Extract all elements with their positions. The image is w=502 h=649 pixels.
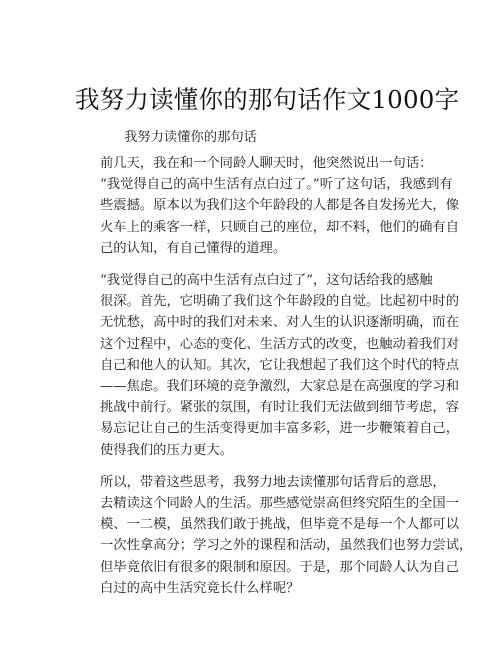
paragraph-line: 但毕竟依旧有很多的限制和原因。于是，那个同龄人认为自己 bbox=[100, 559, 460, 575]
paragraph-line: 所以，带着这些思考，我努力地去读懂那句话背后的意思， bbox=[100, 474, 446, 490]
paragraph-line: 这个过程中，心态的变化、生活方式的改变，也触动着我们对 bbox=[100, 336, 460, 352]
paragraph-line: 去精读这个同龄人的生活。那些感觉崇高但终究陌生的全国一 bbox=[100, 496, 460, 512]
paragraph-3 bbox=[100, 472, 473, 599]
paragraph-line: 一次性拿高分；学习之外的课程和活动，虽然我们也努力尝试， bbox=[100, 538, 473, 554]
paragraph-line: 很深。首先，它明确了我们这个年龄段的自觉。比起初中时的 bbox=[100, 294, 460, 310]
document-subtitle: 我努力读懂你的那句话 bbox=[124, 130, 257, 145]
paragraph-line: 无忧愁，高中时的我们对未来、对人生的认识逐渐明确，而在 bbox=[100, 315, 460, 331]
paragraph-line: 己的认知，有自己懂得的道理。 bbox=[100, 240, 287, 256]
paragraph-2 bbox=[100, 270, 460, 461]
document-title: 我努力读懂你的那句话作文1000字 bbox=[75, 85, 460, 114]
paragraph-line: 易忘记让自己的生活变得更加丰富多彩，进一步鞭策着自己， bbox=[100, 421, 460, 437]
paragraph-line: 自己和他人的认知。其次，它让我想起了我们这个时代的特点 bbox=[100, 357, 460, 373]
paragraph-1 bbox=[100, 153, 460, 259]
paragraph-line: 白过的高中生活究竟长什么样呢？ bbox=[100, 580, 300, 596]
paragraph-line: 挑战中前行。紧张的氛围，有时让我们无法做到细节考虑，容 bbox=[100, 400, 460, 416]
paragraph-line: 前几天，我在和一个同龄人聊天时，他突然说出一句话： bbox=[100, 156, 433, 171]
paragraph-line: 些震撼。原本以为我们这个年龄段的人都是各自发扬光大，像 bbox=[100, 198, 460, 214]
paragraph-line: “我觉得自己的高中生活有点白过了。”听了这句话，我感到有 bbox=[100, 177, 453, 193]
paragraph-line: ——焦虑。我们环境的竞争激烈，大家总是在高强度的学习和 bbox=[100, 379, 460, 395]
paragraph-line: “我觉得自己的高中生活有点白过了”，这句话给我的感触 bbox=[100, 273, 433, 289]
paragraph-line: 使得我们的压力更大。 bbox=[100, 442, 233, 458]
paragraph-line: 模、一二模，虽然我们敢于挑战，但毕竟不是每一个人都可以 bbox=[100, 517, 460, 533]
paragraph-line: 火车上的乘客一样，只顾自己的座位，却不料，他们的确有自 bbox=[100, 219, 460, 235]
document-body bbox=[100, 153, 473, 610]
